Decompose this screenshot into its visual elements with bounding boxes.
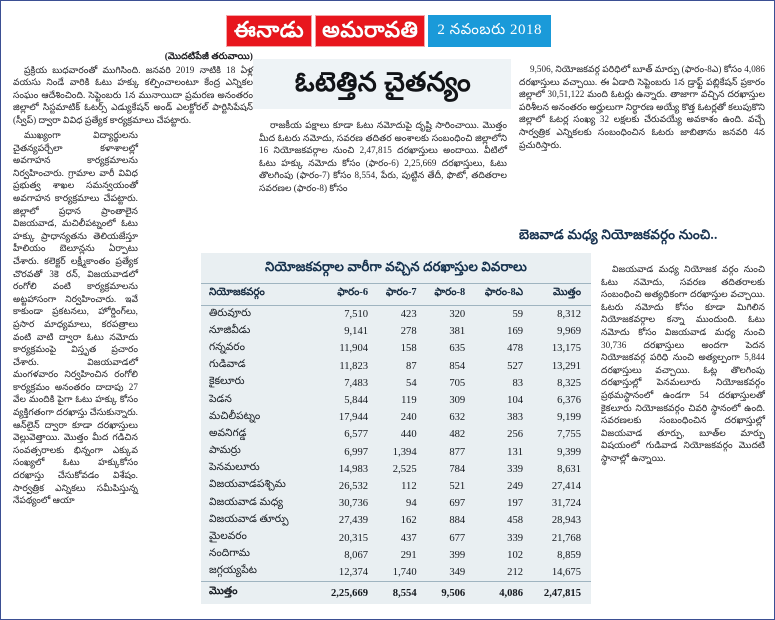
cell-value: 197 (507, 498, 524, 510)
cell-value: 705 (449, 377, 466, 389)
cell-value: 5,844 (344, 395, 369, 407)
right-column-top (519, 63, 765, 151)
cell-constituency: విజయవాడ తూర్పు (209, 513, 289, 525)
page-title: ఓటెత్తిన చైతన్యం (294, 67, 472, 97)
cell-constituency: పెనమలూరు (209, 462, 260, 474)
cell-constituency: కైకలూరు (209, 376, 245, 388)
cell-value: 30,736 (338, 498, 369, 510)
cell-value: 437 (400, 532, 417, 544)
cell-total-value: 9,506 (421, 582, 470, 605)
cell-value: 884 (449, 515, 466, 527)
cell-constituency: గన్నవరం (209, 341, 245, 353)
cell-value: 8,325 (557, 377, 581, 389)
cell-constituency: నూజివీడు (209, 324, 251, 336)
cell-value: 158 (400, 343, 417, 355)
table-row (201, 306, 591, 324)
cell-value: 784 (449, 463, 466, 475)
masthead-brand: ఈనాడు (226, 15, 312, 47)
cell-value: 8,631 (557, 463, 581, 475)
masthead (1, 15, 775, 47)
table-row (201, 529, 591, 546)
cell-value: 112 (401, 480, 417, 492)
cell-value: 14,983 (338, 463, 369, 475)
cell-constituency: అవనిగడ్డ (209, 427, 247, 439)
masthead-date: 2 నవంబరు 2018 (428, 15, 551, 47)
left-narrow-paragraph: ముఖ్యంగా విద్యార్థులను చైతన్యపర్చేలా కళాశాలల్లో అవగాహన కార్యక్రమాలను నిర్వహించారు. గ్రామాల వారీ వివిధ ప్రభుత్వ శాఖల సమన్వయంతో అవగాహన కార్యక్రమాలు చేపట్టారు. జిల్లాలో ప్రధాన ప్రాంతాలైన విజయవాడ, మచిలీపట్నంలో ఓటు హక్కు ప్రాధాన్యతను తెలియజేస్తూ హీలియం బెలూన్లను ఏర్పాటు చేశారు. కలెక్టర్ లక్ష్మీకాంతం ప్రత్యేక చొరవతో 3కె రన్, విజయవాడలో రంగోలి వంటి కార్యక్రమాలను అట్టహాసంగా నిర్వహించారు. ఇవే కాకుండా ప్రకటనలు, హోర్డింగ్‌లు, ప్రసార మాధ్యమాలు, కరపత్రాలు వంటి వాటి ద్వారా ఓటు నమోదు కార్యక్రమంపై విస్తృత ప్రచారం చేశారు. విజయవాడలో మంగళవారం నిర్వహించిన రంగోలి కార్యక్రమం అనంతరం దాదాపు 27 వేల మందికి పైగా ఓటు హక్కు కోసం వ్యక్తిగతంగా దరఖాస్తు చేసుకున్నారు. ఆన్‌లైన్ ద్వారా కూడా దరఖాస్తులు వెల్లువెత్తాయి. మొత్తం మీద గడిచిన సంవత్సరాలకు భిన్నంగా ఎక్కువ సంఖ్యలో ఓటు హక్కుకోసం దరఖాస్తు చేసుకోవడం విశేషం. సార్వత్రిక ఎన్నికలు సమీపిస్తున్న నేపథ్యంలో ఆయా (13, 130, 138, 506)
table-row (201, 495, 591, 512)
cell-value: 240 (400, 412, 417, 424)
col-header-constituency: నియోజకవర్గం (201, 284, 316, 306)
cell-value: 8,067 (344, 549, 369, 561)
col-header-form6: ఫారం-6 (316, 284, 372, 306)
cell-constituency: నందిగామ (209, 548, 250, 560)
cell-constituency: తిరువూరు (209, 307, 252, 319)
table-row (201, 426, 591, 443)
table-row (201, 478, 591, 495)
cell-value: 677 (449, 532, 466, 544)
col-header-form7: ఫారం-7 (372, 284, 421, 306)
cell-value: 119 (401, 395, 417, 407)
cell-constituency: పెడన (209, 393, 232, 405)
cell-value: 399 (449, 549, 466, 561)
cell-value: 2,525 (392, 463, 417, 475)
col-header-total: మొత్తం (527, 284, 591, 306)
table-row (201, 512, 591, 529)
table-body (201, 306, 591, 582)
table-header-row (201, 284, 591, 306)
cell-value: 13,175 (551, 343, 581, 355)
section-subheading: బెజవాడ మధ్య నియోజకవర్గం నుంచి.. (519, 227, 718, 242)
cell-value: 7,510 (344, 309, 369, 321)
cell-constituency: విజయవాడపశ్చిమ (209, 479, 286, 491)
cell-value: 6,997 (344, 446, 369, 458)
cell-value: 9,969 (557, 326, 581, 338)
cell-value: 458 (507, 515, 524, 527)
cell-value: 6,376 (557, 395, 581, 407)
cell-value: 7,483 (344, 377, 369, 389)
cell-value: 11,904 (339, 343, 369, 355)
cell-value: 478 (507, 343, 524, 355)
cell-value: 1,740 (392, 566, 417, 578)
cell-value: 320 (449, 309, 466, 321)
cell-constituency: జగ్గయ్యపేట (209, 565, 257, 577)
cell-constituency: గుడివాడ (209, 359, 246, 371)
cell-value: 102 (507, 549, 524, 561)
col-header-form8a: ఫారం-8ఎ (469, 284, 527, 306)
cell-value: 1,394 (392, 446, 417, 458)
cell-total-label: మొత్తం (201, 582, 316, 605)
cell-total-value: 4,086 (469, 582, 527, 605)
table-title: నియోజకవర్గాల వారీగా వచ్చిన దరఖాస్తుల వివరాలు (201, 253, 591, 284)
right-low-paragraph: విజయవాడ మధ్య నియోజక వర్గం నుంచి ఓటు నమోదు, సవరణ తదితరాలకు సంబంధించి అత్యధికంగా దరఖాస్తుల వచ్చాయి. ఓటరు నమోదు కోసం కూడా మిగిలిన నియోజకవర్గాల కన్నా ముందుంది. ఓటు నమోదు కోసం విజయవాడ మధ్య నుంచి 30,736 దరఖాస్తులు అందగా పెదన నియోజకవర్గ పరిధి నుంచి అత్యల్పంగా 5,844 దరఖాస్తులు వచ్చాయి. ఓట్ల తొలగింపు దరఖాస్తుల్లో పెనమలూరు నియోజకవర్గం ప్రథమస్థానంలో ఉండగా 54 దరఖాస్తులతో కైకలూరు నియోజకవర్గం చివరి స్థానంలో ఉంది. సవరణలకు సంబంధించిన దరఖాస్తుల్లో విజయవాడ తూర్పు, బూత్‌ల మార్పు విషయంలో గుడివాడ నియోజకవర్గం మొదటి స్థానాల్లో ఉన్నాయి. (601, 264, 765, 463)
cell-value: 8,859 (557, 549, 581, 561)
table-row (201, 392, 591, 409)
cell-value: 26,532 (338, 480, 369, 492)
table-footer (201, 582, 591, 605)
applications-table-panel (201, 253, 591, 601)
cell-value: 27,439 (338, 515, 369, 527)
cell-value: 854 (449, 360, 466, 372)
cell-value: 383 (507, 412, 524, 424)
cell-value: 381 (449, 326, 466, 338)
cell-value: 94 (406, 498, 417, 510)
cell-value: 12,374 (338, 566, 369, 578)
cell-value: 8,312 (557, 309, 581, 321)
cell-value: 59 (512, 309, 524, 321)
center-paragraph: రాజకీయ పక్షాలు కూడా ఓటు నమోదుపై దృష్టి సారించాయి. మొత్తం మీద ఓటరు నమోదు, సవరణ తదితర అంశాలకు సంబంధించి జిల్లాలోని 16 నియోజకవర్గాల నుంచి 2,47,815 దరఖాస్తులు అందాయి. వీటిలో ఓటు హక్కు నమోదు కోసం (ఫారం-6) 2,25,669 దరఖాస్తులు, ఓటు తొలగింపు (ఫారం-7) కోసం 8,554, పేరు, పుట్టిన తేదీ, ఫొటో, తదితరాల సవరణల (ఫారం-8) కోసం (259, 120, 507, 193)
cell-value: 309 (449, 395, 466, 407)
cell-value: 9,199 (557, 412, 581, 424)
cell-value: 13,291 (551, 360, 581, 372)
cell-value: 54 (406, 377, 417, 389)
table-row (201, 340, 591, 357)
cell-value: 256 (507, 429, 524, 441)
left-wide-paragraph: ప్రక్రియ బుధవారంతో ముగిసింది. జనవరి 2019 నాటికి 18 ఏళ్ల వయసు నిండే వారికి ఓటు హక్కు కల్పించాలంటూ కేంద్ర ఎన్నికల సంఘం ఆదేశించింది. సెప్టెంబరు 1న మునాయిదా ప్రమరణ అనంతరం జిల్లాలో సిస్టమాటిక్ ఓటర్స్ ఎడ్యుకేషన్ అండ్ ఎలక్టోరల్ పార్టిసిపేషన్ (స్వీప్) ద్వారా వివిధ ప్రత్యేక కార్యక్రమాలు చేపట్టారు. (13, 64, 253, 125)
table-row (201, 375, 591, 392)
table-row (201, 409, 591, 426)
cell-value: 83 (512, 377, 524, 389)
cell-value: 339 (507, 463, 524, 475)
cell-value: 339 (507, 532, 524, 544)
cell-value: 31,724 (551, 498, 581, 510)
cell-value: 9,399 (557, 446, 581, 458)
applications-table (201, 284, 591, 604)
cell-value: 17,944 (338, 412, 369, 424)
cell-value: 482 (449, 429, 466, 441)
cell-value: 423 (400, 309, 417, 321)
cell-value: 169 (507, 326, 524, 338)
cell-value: 104 (507, 395, 524, 407)
cell-value: 212 (507, 566, 524, 578)
table-row (201, 444, 591, 461)
table-row (201, 547, 591, 564)
table-row (201, 461, 591, 478)
cell-value: 7,755 (557, 429, 581, 441)
cell-total-value: 2,47,815 (527, 582, 591, 605)
right-column-body (601, 263, 765, 465)
cell-value: 6,577 (344, 429, 369, 441)
masthead-edition: అమరావతి (315, 15, 425, 47)
cell-constituency: మచిలీపట్నం (209, 410, 261, 422)
cell-value: 249 (507, 480, 524, 492)
cell-value: 440 (400, 429, 417, 441)
cell-value: 162 (400, 515, 417, 527)
cell-total-value: 2,25,669 (316, 582, 372, 605)
cell-value: 28,943 (551, 515, 581, 527)
center-column-body (259, 119, 507, 195)
cell-value: 632 (449, 412, 466, 424)
cell-value: 21,768 (551, 532, 581, 544)
col-header-form8: ఫారం-8 (421, 284, 470, 306)
cell-value: 14,675 (551, 566, 581, 578)
table-total-row (201, 582, 591, 605)
cell-value: 291 (400, 549, 417, 561)
cell-value: 9,141 (344, 326, 369, 338)
cell-value: 349 (449, 566, 466, 578)
continuation-marker: (మొదటిపేజీ తరువాయి) (164, 52, 253, 62)
cell-value: 697 (449, 498, 466, 510)
cell-total-value: 8,554 (372, 582, 421, 605)
cell-value: 27,414 (551, 480, 581, 492)
left-column-top (13, 51, 253, 127)
cell-value: 20,315 (338, 532, 369, 544)
right-top-paragraph: 9,506, నియోజకవర్గ పరిధిలో బూత్ మార్పు (ఫారం-8ఎ) కోసం 4,086 దరఖాస్తులు వచ్చాయి. ఈ ఏడాది సెప్టెంబరు 1న డ్రాఫ్ట్ పబ్లికేషన్ ప్రకారం జిల్లాలో 30,51,122 మంది ఓటర్లు ఉన్నారు. తాజాగా వచ్చిన దరఖాస్తుల పరిశీలన అనంతరం అర్హులుగా నిర్ధారణ అయ్యే కొత్త ఓటర్లతో కలుపుకొని జిల్లాలో ఓటర్ల సంఖ్య 32 లక్షలకు చేరువయ్యే అవకాశం ఉంది. వచ్చే సార్వత్రిక ఎన్నికలకు సంబంధించిన ఓటరు జాబితాను జనవరి 4న ప్రచురిస్తారు. (519, 64, 765, 150)
left-column-body (13, 129, 138, 507)
cell-constituency: పామర్రు (209, 445, 241, 457)
cell-value: 521 (449, 480, 466, 492)
cell-value: 87 (406, 360, 417, 372)
cell-value: 11,823 (339, 360, 369, 372)
cell-value: 131 (507, 446, 524, 458)
cell-value: 527 (507, 360, 524, 372)
cell-value: 635 (449, 343, 466, 355)
cell-value: 278 (400, 326, 417, 338)
table-row (201, 358, 591, 375)
table-row (201, 564, 591, 582)
cell-constituency: మైలవరం (209, 531, 247, 543)
cell-constituency: విజయవాడ మధ్య (209, 496, 283, 508)
table-row (201, 323, 591, 340)
cell-value: 877 (449, 446, 466, 458)
